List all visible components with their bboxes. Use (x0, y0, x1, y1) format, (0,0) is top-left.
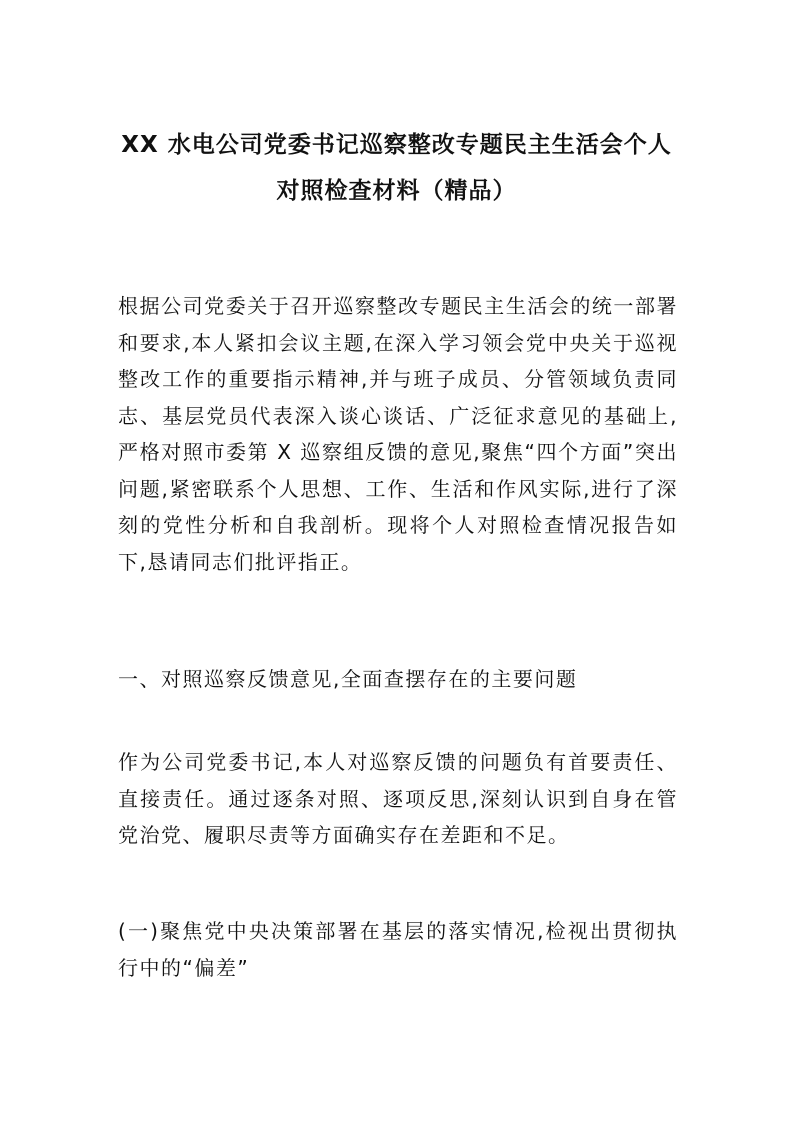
intro-paragraph: 根据公司党委关于召开巡察整改专题民主生活会的统一部署和要求,本人紧扣会议主题,在深入学习领会党中央关于巡视整改工作的重要指示精神,并与班子成员、分管领域负责同志、基层党员代表深入谈心谈话、广泛征求意见的基础上,严格对照市委第 X 巡察组反馈的意见,聚焦“四个方面”突出问题,紧密联系个人思想、工作、生活和作风实际,进行了深刻的党性分析和自我剖析。现将个人对照检查情况报告如下,恳请同志们批评指正。 (118, 294, 678, 574)
document-title-line-1: XX 水电公司党委书记巡察整改专题民主生活会个人 (121, 132, 672, 158)
document-title-line-2: 对照检查材料（精品） (276, 178, 517, 204)
section-1-body-paragraph: 作为公司党委书记,本人对巡察反馈的问题负有首要责任、直接责任。通过逐条对照、逐项反思,深刻认识到自身在管党治党、履职尽责等方面确实存在差距和不足。 (118, 750, 678, 847)
subsection-heading-1: (一)聚焦党中央决策部署在基层的落实情况,检视出贯彻执行中的“偏差” (118, 919, 678, 980)
section-heading-1: 一、对照巡察反馈意见,全面查摆存在的主要问题 (118, 667, 578, 691)
